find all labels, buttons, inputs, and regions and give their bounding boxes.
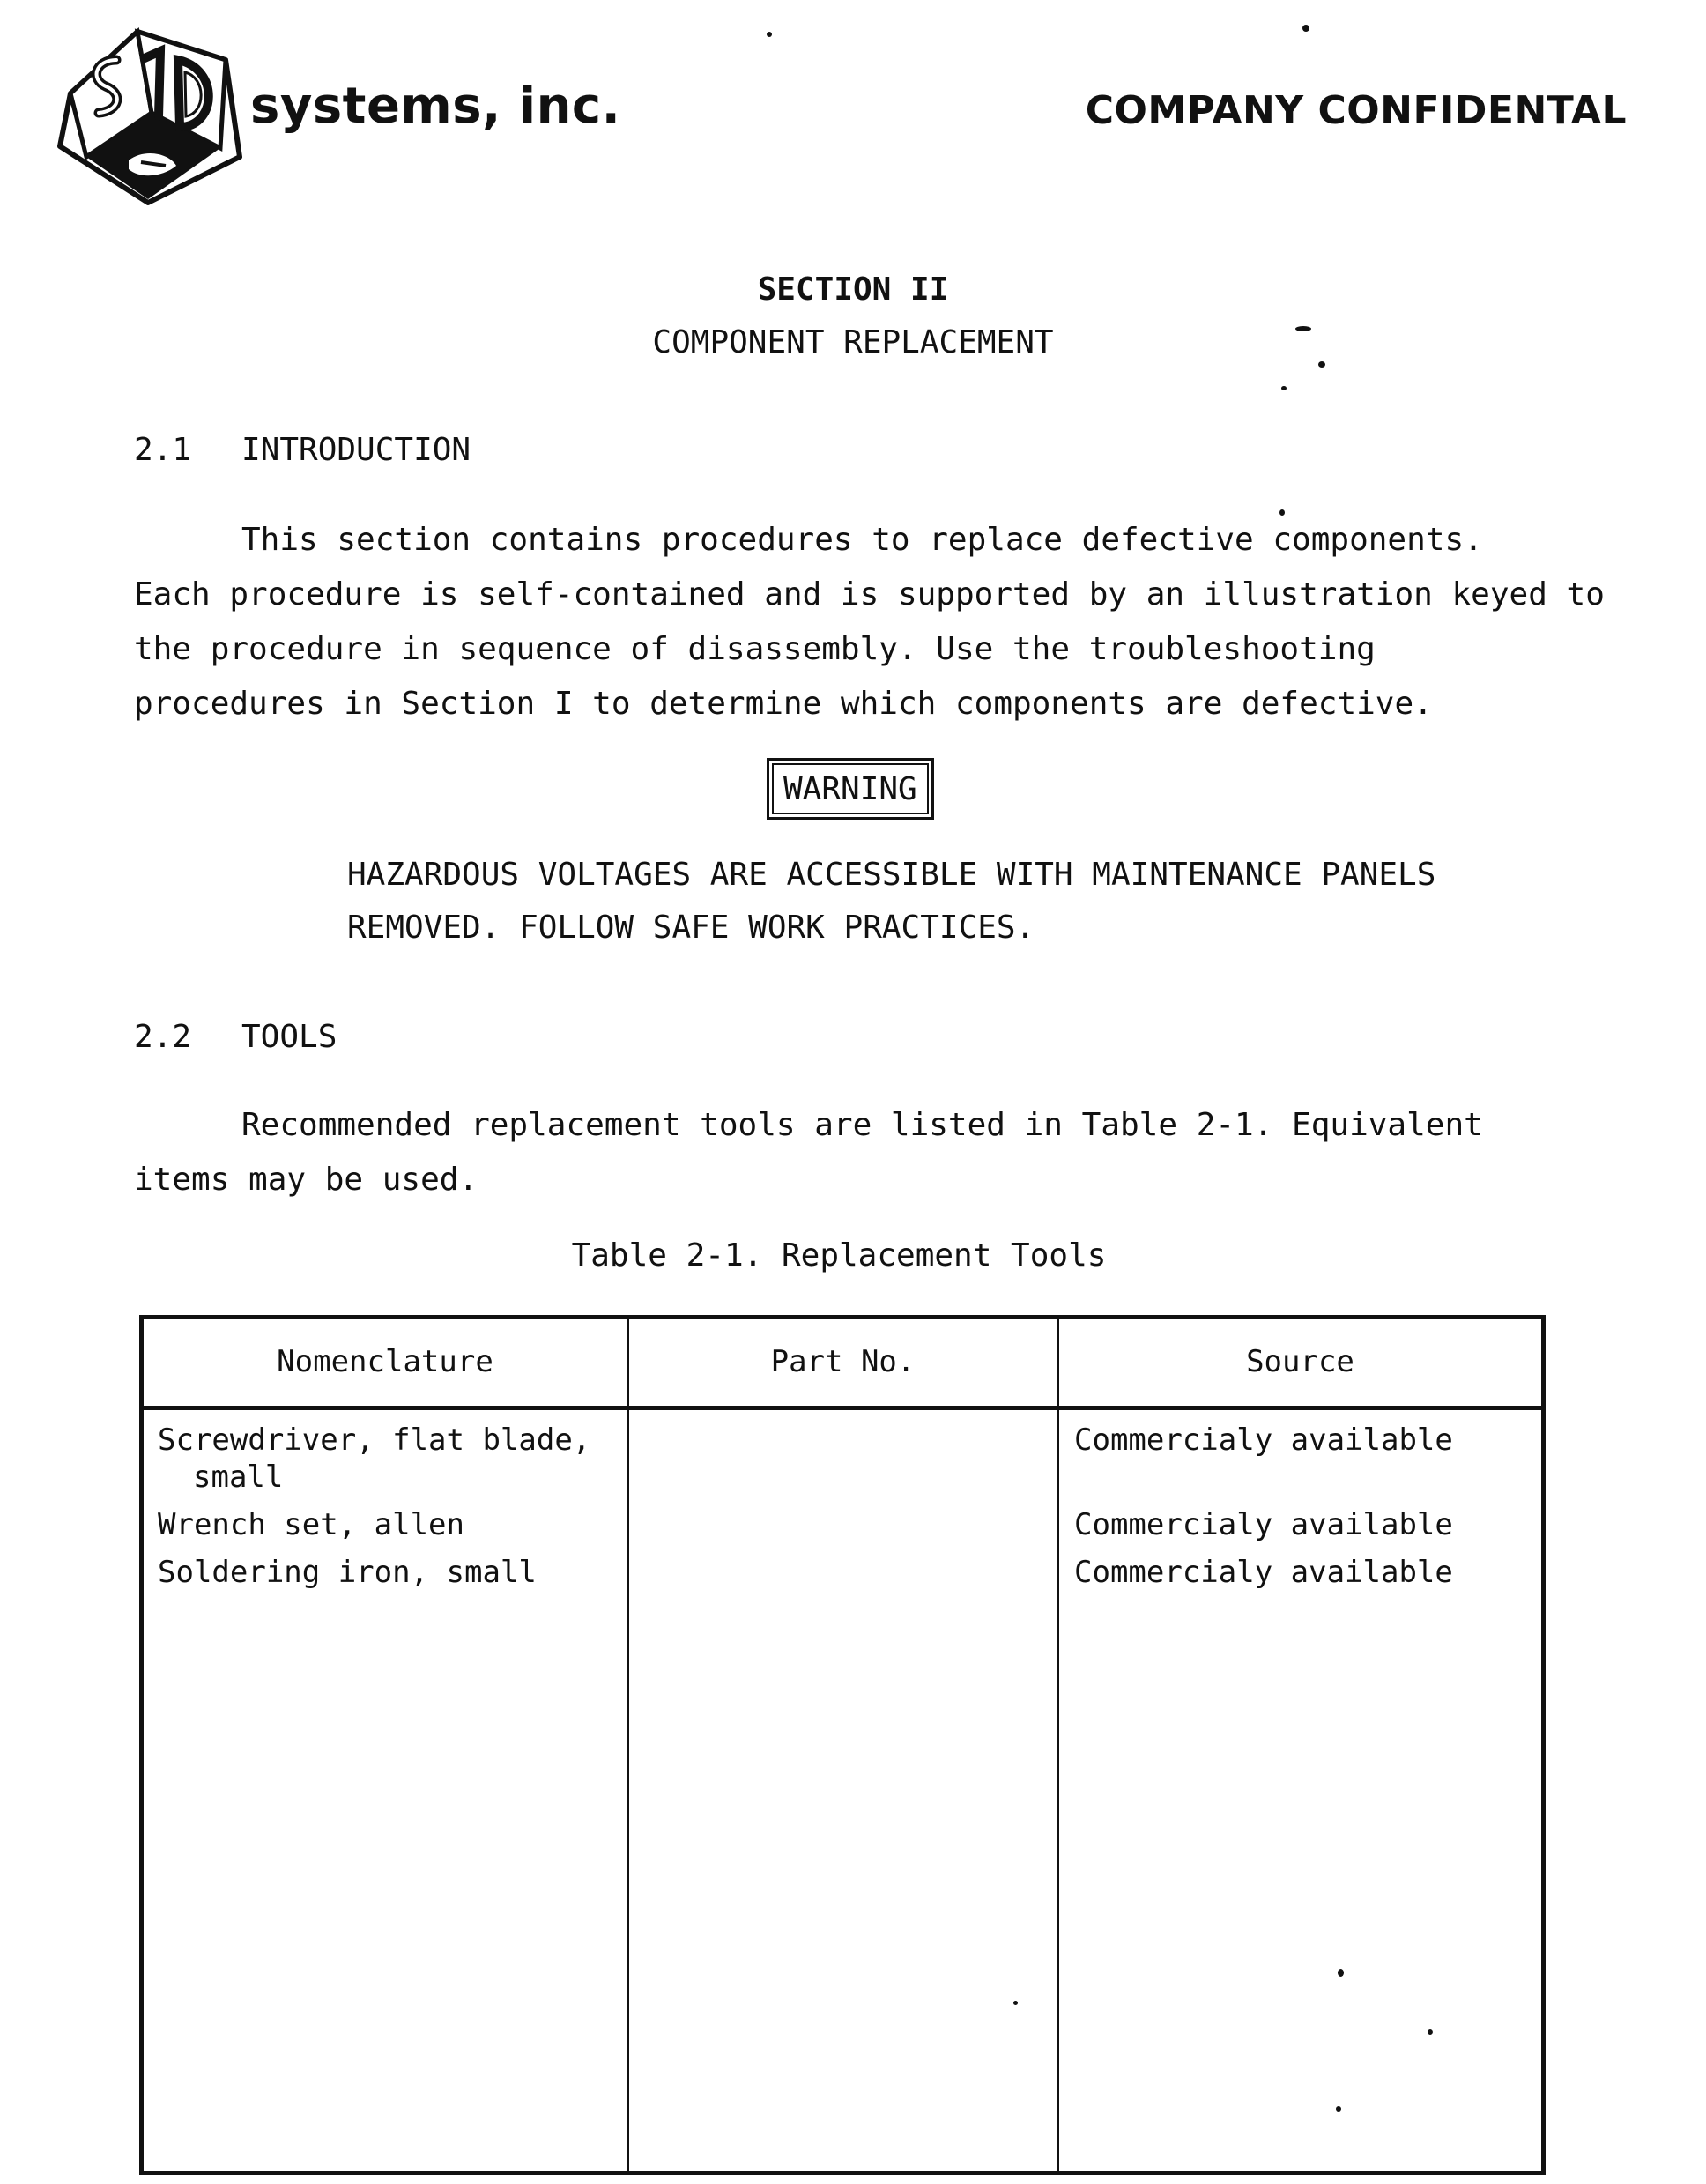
- table-row-2-source: Commercialy available: [1074, 1506, 1453, 1543]
- column-header-source: Source: [1059, 1344, 1541, 1379]
- replacement-tools-table: [139, 1315, 1546, 2175]
- scan-speck: [1295, 326, 1311, 331]
- column-divider: [627, 1319, 629, 2171]
- section-title: COMPONENT REPLACEMENT: [0, 324, 1706, 360]
- intro-line-1: This section contains procedures to replace defective components.: [241, 513, 1483, 568]
- scan-speck: [1280, 509, 1285, 516]
- intro-number: 2.1: [134, 432, 191, 468]
- column-header-nomenclature: Nomenclature: [144, 1344, 627, 1379]
- scan-speck: [1302, 25, 1309, 32]
- scan-speck: [767, 32, 772, 37]
- warning-line-2: REMOVED. FOLLOW SAFE WORK PRACTICES.: [347, 910, 1035, 946]
- scan-speck: [1428, 2029, 1433, 2035]
- table-row-2-nomenclature: Wrench set, allen: [158, 1506, 464, 1543]
- cube-logo-icon: [53, 25, 245, 206]
- scan-speck: [1281, 386, 1287, 390]
- table-row-3-nomenclature: Soldering iron, small: [158, 1554, 537, 1591]
- table-caption: Table 2-1. Replacement Tools: [0, 1237, 1692, 1274]
- table-row-1-nomenclature-cont: small: [193, 1459, 283, 1496]
- column-header-part-no: Part No.: [629, 1344, 1057, 1379]
- section-number: SECTION II: [0, 271, 1706, 308]
- scan-speck: [1336, 2106, 1341, 2112]
- header-divider: [144, 1406, 1541, 1410]
- tools-number: 2.2: [134, 1019, 191, 1055]
- column-divider: [1057, 1319, 1059, 2171]
- intro-heading: INTRODUCTION: [241, 432, 471, 468]
- confidential-label: COMPANY CONFIDENTAL: [1086, 88, 1627, 133]
- warning-line-1: HAZARDOUS VOLTAGES ARE ACCESSIBLE WITH MAINTENANCE PANELS: [347, 857, 1435, 893]
- tools-line-1: Recommended replacement tools are listed in Table 2-1. Equivalent: [241, 1107, 1483, 1143]
- intro-line-2: Each procedure is self-contained and is supported by an illustration keyed to: [134, 568, 1605, 622]
- tools-line-2: items may be used.: [134, 1162, 478, 1198]
- warning-box: [767, 758, 934, 820]
- intro-line-3: the procedure in sequence of disassembly. Use the troubleshooting: [134, 622, 1376, 677]
- tools-heading: TOOLS: [241, 1019, 337, 1055]
- scan-speck: [1013, 2001, 1018, 2005]
- table-row-3-source: Commercialy available: [1074, 1554, 1453, 1591]
- company-name: systems, inc.: [250, 78, 620, 135]
- intro-line-4: procedures in Section I to determine which components are defective.: [134, 677, 1433, 732]
- warning-label: WARNING: [783, 771, 917, 807]
- table-row-1-nomenclature: Screwdriver, flat blade,: [158, 1422, 590, 1459]
- scan-speck: [1338, 1969, 1344, 1977]
- scan-speck: [1318, 361, 1325, 368]
- table-row-1-source: Commercialy available: [1074, 1422, 1453, 1459]
- company-logo: [53, 25, 245, 206]
